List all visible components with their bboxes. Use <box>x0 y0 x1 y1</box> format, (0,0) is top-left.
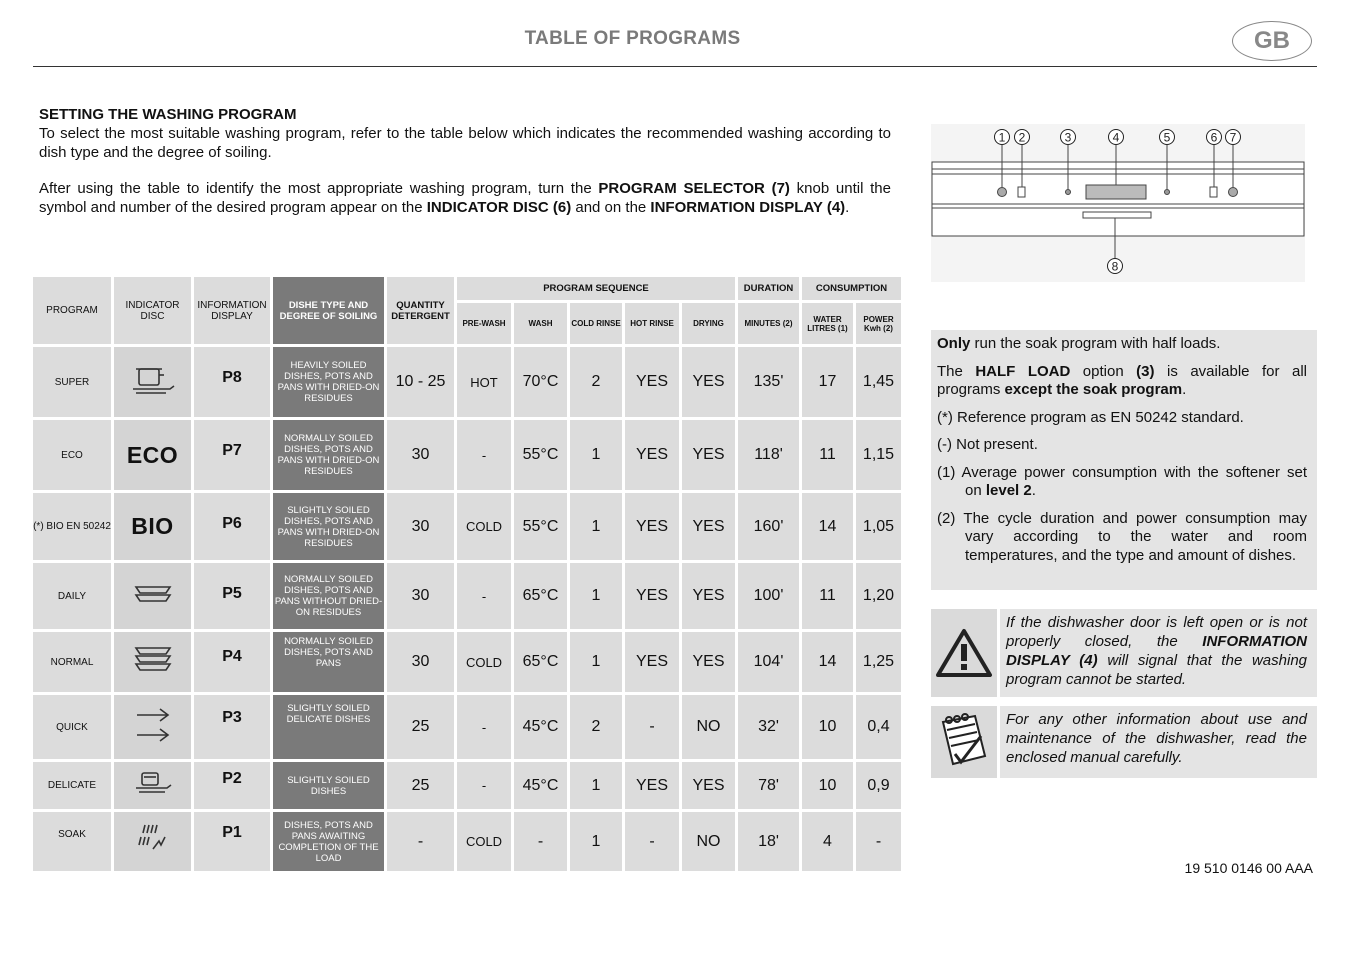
hot-rinse-cell: YES <box>625 347 679 417</box>
document-number: 19 510 0146 00 AAA <box>1184 860 1313 876</box>
minutes-cell: 32' <box>738 695 799 759</box>
table-row <box>33 812 901 871</box>
callout-2: 2 <box>1018 130 1026 145</box>
program-name: SUPER <box>33 347 111 417</box>
callout-8: 8 <box>1111 259 1119 274</box>
info-display-code: P2 <box>194 762 270 809</box>
header-consumption: CONSUMPTION <box>802 277 901 300</box>
callout-6: 6 <box>1210 130 1218 145</box>
detergent-cell: - <box>387 812 454 871</box>
indicator-disc-cell <box>114 632 191 692</box>
drying-cell: YES <box>682 632 735 692</box>
hot-rinse-cell: YES <box>625 420 679 490</box>
header-drying: DRYING <box>682 303 735 344</box>
water-cell: 4 <box>802 812 853 871</box>
hot-rinse-cell: - <box>625 812 679 871</box>
detergent-cell: 30 <box>387 420 454 490</box>
info-box-manual <box>931 706 1317 778</box>
indicator-disc-cell <box>114 762 191 809</box>
prewash-cell: - <box>457 695 511 759</box>
header-dish-type: DISHE TYPE AND DEGREE OF SOILING <box>273 277 384 344</box>
table-row <box>33 632 901 692</box>
cold-rinse-cell: 1 <box>570 420 622 490</box>
language-badge: GB <box>1232 21 1312 61</box>
minutes-cell: 160' <box>738 493 799 560</box>
hot-rinse-cell: YES <box>625 762 679 809</box>
power-cell: 1,45 <box>856 347 901 417</box>
prewash-cell: HOT <box>457 347 511 417</box>
detergent-cell: 10 - 25 <box>387 347 454 417</box>
dish-type-cell: NORMALLY SOILED DISHES, POTS AND PANS <box>273 632 384 692</box>
header-divider <box>33 66 1317 67</box>
header-wash: WASH <box>514 303 567 344</box>
detergent-cell: 25 <box>387 695 454 759</box>
header-cold-rinse: COLD RINSE <box>570 303 622 344</box>
callout-5: 5 <box>1163 130 1171 145</box>
control-panel-diagram <box>931 124 1305 282</box>
prewash-cell: COLD <box>457 632 511 692</box>
power-cell: 1,25 <box>856 632 901 692</box>
note-footnote-2: (2) The cycle duration and power consumption may vary according to the water and room temperatures, and the type and amount of dishes. <box>937 509 1307 564</box>
cold-rinse-cell: 1 <box>570 762 622 809</box>
wash-cell: 70°C <box>514 347 567 417</box>
indicator-disc-cell <box>114 695 191 759</box>
cold-rinse-cell: 2 <box>570 347 622 417</box>
table-row <box>33 420 901 490</box>
info-display-code: P6 <box>194 493 270 560</box>
header-information-display: INFORMATION DISPLAY <box>194 277 270 344</box>
info-display-code: P7 <box>194 420 270 490</box>
note-not-present: (-) Not present. <box>937 436 1038 453</box>
power-cell: - <box>856 812 901 871</box>
manual-info-text: For any other information about use and maintenance of the dishwasher, read the enclosed manual carefully. <box>1006 711 1307 766</box>
hot-rinse-cell: - <box>625 695 679 759</box>
intro-section <box>39 105 891 217</box>
program-name: (*) BIO EN 50242 <box>33 493 111 560</box>
dish-type-cell: NORMALLY SOILED DISHES, POTS AND PANS WITH DRIED-ON RESIDUES <box>273 420 384 490</box>
cold-rinse-cell: 1 <box>570 812 622 871</box>
detergent-cell: 30 <box>387 493 454 560</box>
dish-type-cell: DISHES, POTS AND PANS AWAITING COMPLETION OF THE LOAD <box>273 812 384 871</box>
soak-icon <box>133 819 173 859</box>
minutes-cell: 100' <box>738 563 799 629</box>
wash-cell: 55°C <box>514 493 567 560</box>
prewash-cell: COLD <box>457 493 511 560</box>
power-cell: 1,15 <box>856 420 901 490</box>
program-name: QUICK <box>33 695 111 759</box>
minutes-cell: 18' <box>738 812 799 871</box>
stacked-plates-icon <box>132 643 174 677</box>
program-name: SOAK <box>33 812 111 871</box>
header-program: PROGRAM <box>33 277 111 344</box>
warning-door-text: If the dishwasher door is left open or is not properly closed, the INFORMATION DISPLAY (4) will signal that the washing program cannot be started. <box>1006 614 1307 688</box>
header-power: POWER Kwh (2) <box>856 303 901 344</box>
drying-cell: YES <box>682 420 735 490</box>
header-program-sequence: PROGRAM SEQUENCE <box>457 277 735 300</box>
warning-triangle-icon <box>931 609 1000 697</box>
drying-cell: NO <box>682 695 735 759</box>
callout-1: 1 <box>998 130 1006 145</box>
wash-cell: 45°C <box>514 695 567 759</box>
disc-symbol-text: ECO <box>126 441 179 468</box>
cold-rinse-cell: 2 <box>570 695 622 759</box>
indicator-disc-cell <box>114 493 191 560</box>
callout-4: 4 <box>1112 130 1120 145</box>
water-cell: 14 <box>802 632 853 692</box>
program-name: DAILY <box>33 563 111 629</box>
table-row <box>33 563 901 629</box>
drying-cell: YES <box>682 563 735 629</box>
drying-cell: NO <box>682 812 735 871</box>
double-arrow-icon <box>132 703 174 747</box>
minutes-cell: 135' <box>738 347 799 417</box>
table-row <box>33 493 901 560</box>
water-cell: 10 <box>802 762 853 809</box>
water-cell: 11 <box>802 420 853 490</box>
program-name: NORMAL <box>33 632 111 692</box>
program-name: DELICATE <box>33 762 111 809</box>
indicator-disc-cell <box>114 563 191 629</box>
detergent-cell: 30 <box>387 632 454 692</box>
header-water: WATER LITRES (1) <box>802 303 853 344</box>
cold-rinse-cell: 1 <box>570 632 622 692</box>
power-cell: 1,20 <box>856 563 901 629</box>
minutes-cell: 78' <box>738 762 799 809</box>
water-cell: 10 <box>802 695 853 759</box>
section-heading: SETTING THE WASHING PROGRAM <box>39 106 297 123</box>
header-hot-rinse: HOT RINSE <box>625 303 679 344</box>
info-display-code: P4 <box>194 632 270 692</box>
indicator-disc-cell <box>114 347 191 417</box>
info-display-code: P3 <box>194 695 270 759</box>
wash-cell: 65°C <box>514 632 567 692</box>
prewash-cell: - <box>457 762 511 809</box>
drying-cell: YES <box>682 493 735 560</box>
dish-type-cell: NORMALLY SOILED DISHES, POTS AND PANS WITHOUT DRIED-ON RESIDUES <box>273 563 384 629</box>
warning-box-door <box>931 609 1317 697</box>
table-row <box>33 695 901 759</box>
note-footnote-1: (1) Average power consumption with the softener set on level 2. <box>937 463 1307 499</box>
disc-symbol-text: BIO <box>131 513 174 539</box>
note-reference: (*) Reference program as EN 50242 standard. <box>937 408 1244 426</box>
minutes-cell: 118' <box>738 420 799 490</box>
wash-cell: 65°C <box>514 563 567 629</box>
header-duration: DURATION <box>738 277 799 300</box>
note-soak: Only run the soak program with half loads. <box>937 335 1221 352</box>
callout-7: 7 <box>1229 130 1237 145</box>
drying-cell: YES <box>682 762 735 809</box>
power-cell: 0,9 <box>856 762 901 809</box>
cold-rinse-cell: 1 <box>570 563 622 629</box>
callout-3: 3 <box>1064 130 1072 145</box>
power-cell: 1,05 <box>856 493 901 560</box>
programs-table <box>30 274 904 874</box>
intro-paragraph-2: After using the table to identify the most appropriate washing program, turn the PROGRAM SELECTOR (7) knob until the symbol and number of the desired program appear on the INDICATOR DISC (6) and on the INFORMATION DISPLAY (4). <box>39 180 891 216</box>
control-panel-drawing <box>931 124 1305 282</box>
table-row <box>33 347 901 417</box>
glass-icon <box>133 768 173 798</box>
hot-rinse-cell: YES <box>625 563 679 629</box>
wash-cell: - <box>514 812 567 871</box>
note-half-load: The HALF LOAD option (3) is available for all programs except the soak program. <box>937 362 1308 398</box>
cold-rinse-cell: 1 <box>570 493 622 560</box>
water-cell: 17 <box>802 347 853 417</box>
prewash-cell: - <box>457 563 511 629</box>
info-display-code: P8 <box>194 347 270 417</box>
dish-type-cell: SLIGHTLY SOILED DISHES, POTS AND PANS WITH DRIED-ON RESIDUES <box>273 493 384 560</box>
minutes-cell: 104' <box>738 632 799 692</box>
header-indicator-disc: INDICATOR DISC <box>114 277 191 344</box>
info-display-code: P1 <box>194 812 270 871</box>
plates-icon <box>132 579 174 609</box>
dish-type-cell: SLIGHTLY SOILED DISHES <box>273 762 384 809</box>
page-title: TABLE OF PROGRAMS <box>524 28 741 49</box>
hot-rinse-cell: YES <box>625 493 679 560</box>
dish-type-cell: HEAVILY SOILED DISHES, POTS AND PANS WITH DRIED-ON RESIDUES <box>273 347 384 417</box>
wash-cell: 55°C <box>514 420 567 490</box>
detergent-cell: 25 <box>387 762 454 809</box>
indicator-disc-cell <box>114 420 191 490</box>
detergent-cell: 30 <box>387 563 454 629</box>
hot-rinse-cell: YES <box>625 632 679 692</box>
manual-checklist-icon <box>931 706 1000 778</box>
prewash-cell: COLD <box>457 812 511 871</box>
wash-cell: 45°C <box>514 762 567 809</box>
indicator-disc-cell <box>114 812 191 871</box>
header-pre-wash: PRE-WASH <box>457 303 511 344</box>
table-row <box>33 762 901 809</box>
power-cell: 0,4 <box>856 695 901 759</box>
intro-paragraph-1: To select the most suitable washing program, refer to the table below which indicates the recommended washing according to dish type and the degree of soiling. <box>39 125 891 161</box>
prewash-cell: - <box>457 420 511 490</box>
drying-cell: YES <box>682 347 735 417</box>
pot-icon <box>130 360 176 400</box>
program-name: ECO <box>33 420 111 490</box>
dish-type-cell: SLIGHTLY SOILED DELICATE DISHES <box>273 695 384 759</box>
header-quantity-detergent: QUANTITY DETERGENT <box>387 277 454 344</box>
water-cell: 11 <box>802 563 853 629</box>
header-minutes: MINUTES (2) <box>738 303 799 344</box>
info-display-code: P5 <box>194 563 270 629</box>
notes-box <box>931 330 1317 590</box>
water-cell: 14 <box>802 493 853 560</box>
